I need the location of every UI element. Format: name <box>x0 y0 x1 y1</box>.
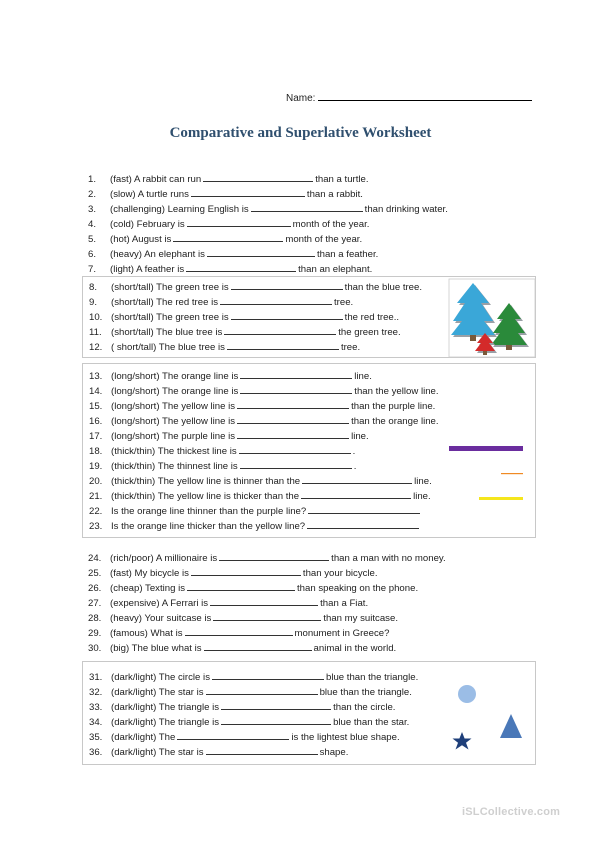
answer-blank[interactable] <box>308 504 420 514</box>
answer-blank[interactable] <box>187 217 291 227</box>
question-21: 21. (thick/thin) The yellow line is thicker than the line. <box>89 491 431 502</box>
question-18: 18. (thick/thin) The thickest line is . <box>89 446 356 457</box>
answer-blank[interactable] <box>237 414 349 424</box>
answer-blank[interactable] <box>191 566 301 576</box>
answer-blank[interactable] <box>220 295 332 305</box>
answer-blank[interactable] <box>302 474 412 484</box>
section-trees <box>82 276 536 358</box>
question-31: 31. (dark/light) The circle is blue than the triangle. <box>89 672 419 683</box>
lines-illustration <box>447 442 527 504</box>
name-input[interactable] <box>318 90 532 101</box>
answer-blank[interactable] <box>237 399 349 409</box>
question-20: 20. (thick/thin) The yellow line is thinner than the line. <box>89 476 432 487</box>
answer-blank[interactable] <box>227 340 339 350</box>
answer-blank[interactable] <box>240 384 352 394</box>
question-1: 1. (fast) A rabbit can run than a turtle. <box>88 174 369 185</box>
question-14: 14. (long/short) The orange line is than the yellow line. <box>89 386 439 397</box>
question-34: 34. (dark/light) The triangle is blue than the star. <box>89 717 410 728</box>
question-11: 11. (short/tall) The blue tree is the green tree. <box>89 327 401 338</box>
question-5: 5. (hot) August is month of the year. <box>88 234 363 245</box>
question-13: 13. (long/short) The orange line is line. <box>89 371 372 382</box>
question-24: 24. (rich/poor) A millionaire is than a man with no money. <box>88 553 446 564</box>
answer-blank[interactable] <box>251 202 363 212</box>
answer-blank[interactable] <box>207 247 315 257</box>
answer-blank[interactable] <box>221 700 331 710</box>
answer-blank[interactable] <box>213 611 321 621</box>
triangle-shape <box>500 714 522 738</box>
question-26: 26. (cheap) Texting is than speaking on the phone. <box>88 583 419 594</box>
purple-line <box>449 446 523 451</box>
answer-blank[interactable] <box>231 280 343 290</box>
answer-blank[interactable] <box>307 519 419 529</box>
star-icon <box>453 732 472 750</box>
answer-blank[interactable] <box>206 745 318 755</box>
question-12: 12. ( short/tall) The blue tree is tree. <box>89 342 361 353</box>
section-comparatives-1 <box>82 168 536 274</box>
question-9: 9. (short/tall) The red tree is tree. <box>89 297 354 308</box>
answer-blank[interactable] <box>177 730 289 740</box>
question-23: 23. Is the orange line thicker than the yellow line? <box>89 519 421 533</box>
question-7: 7. (light) A feather is than an elephant. <box>88 264 373 275</box>
name-field-row <box>286 90 532 104</box>
answer-blank[interactable] <box>221 715 331 725</box>
question-29: 29. (famous) What is monument in Greece? <box>88 628 390 639</box>
question-35: 35. (dark/light) The is the lightest blue shape. <box>89 732 400 743</box>
question-4: 4. (cold) February is month of the year. <box>88 219 370 230</box>
answer-blank[interactable] <box>204 641 312 651</box>
section-shapes <box>82 661 536 765</box>
answer-blank[interactable] <box>191 187 305 197</box>
orange-line <box>501 473 523 474</box>
question-19: 19. (thick/thin) The thinnest line is . <box>89 461 357 472</box>
watermark-logo: iSLCollective.com <box>462 806 561 818</box>
question-30: 30. (big) The blue what is animal in the world. <box>88 643 397 654</box>
yellow-line <box>479 497 523 500</box>
question-28: 28. (heavy) Your suitcase is than my suitcase. <box>88 613 398 624</box>
section-lines <box>82 363 536 538</box>
answer-blank[interactable] <box>237 429 349 439</box>
answer-blank[interactable] <box>186 262 296 272</box>
answer-blank[interactable] <box>210 596 318 606</box>
answer-blank[interactable] <box>240 459 352 469</box>
question-17: 17. (long/short) The purple line is line. <box>89 431 369 442</box>
question-2: 2. (slow) A turtle runs than a rabbit. <box>88 189 363 200</box>
question-25: 25. (fast) My bicycle is than your bicycle. <box>88 568 378 579</box>
question-10: 10. (short/tall) The green tree is the red tree.. <box>89 312 400 323</box>
answer-blank[interactable] <box>240 369 352 379</box>
question-33: 33. (dark/light) The triangle is than the circle. <box>89 702 396 713</box>
worksheet-title: Comparative and Superlative Worksheet <box>169 125 432 141</box>
question-36: 36. (dark/light) The star is shape. <box>89 747 349 758</box>
question-8: 8. (short/tall) The green tree is than the blue tree. <box>89 282 423 293</box>
name-label: Name: <box>286 93 316 104</box>
section-comparatives-2 <box>82 546 536 654</box>
answer-blank[interactable] <box>219 551 329 561</box>
answer-blank[interactable] <box>203 172 313 182</box>
answer-blank[interactable] <box>224 325 336 335</box>
question-27: 27. (expensive) A Ferrari is than a Fiat. <box>88 598 369 609</box>
question-3: 3. (challenging) Learning English is than drinking water. <box>88 204 448 215</box>
answer-blank[interactable] <box>212 670 324 680</box>
answer-blank[interactable] <box>206 685 318 695</box>
question-15: 15. (long/short) The yellow line is than the purple line. <box>89 401 436 412</box>
circle-shape <box>458 685 476 703</box>
answer-blank[interactable] <box>187 581 295 591</box>
answer-blank[interactable] <box>239 444 351 454</box>
question-16: 16. (long/short) The yellow line is than the orange line. <box>89 416 439 427</box>
question-32: 32. (dark/light) The star is blue than the triangle. <box>89 687 412 698</box>
answer-blank[interactable] <box>231 310 343 320</box>
question-6: 6. (heavy) An elephant is than a feather. <box>88 249 379 260</box>
trees-illustration <box>449 279 535 357</box>
answer-blank[interactable] <box>173 232 283 242</box>
answer-blank[interactable] <box>301 489 411 499</box>
shapes-illustration <box>451 682 531 760</box>
answer-blank[interactable] <box>185 626 293 636</box>
question-22: 22. Is the orange line thinner than the purple line? <box>89 504 422 518</box>
